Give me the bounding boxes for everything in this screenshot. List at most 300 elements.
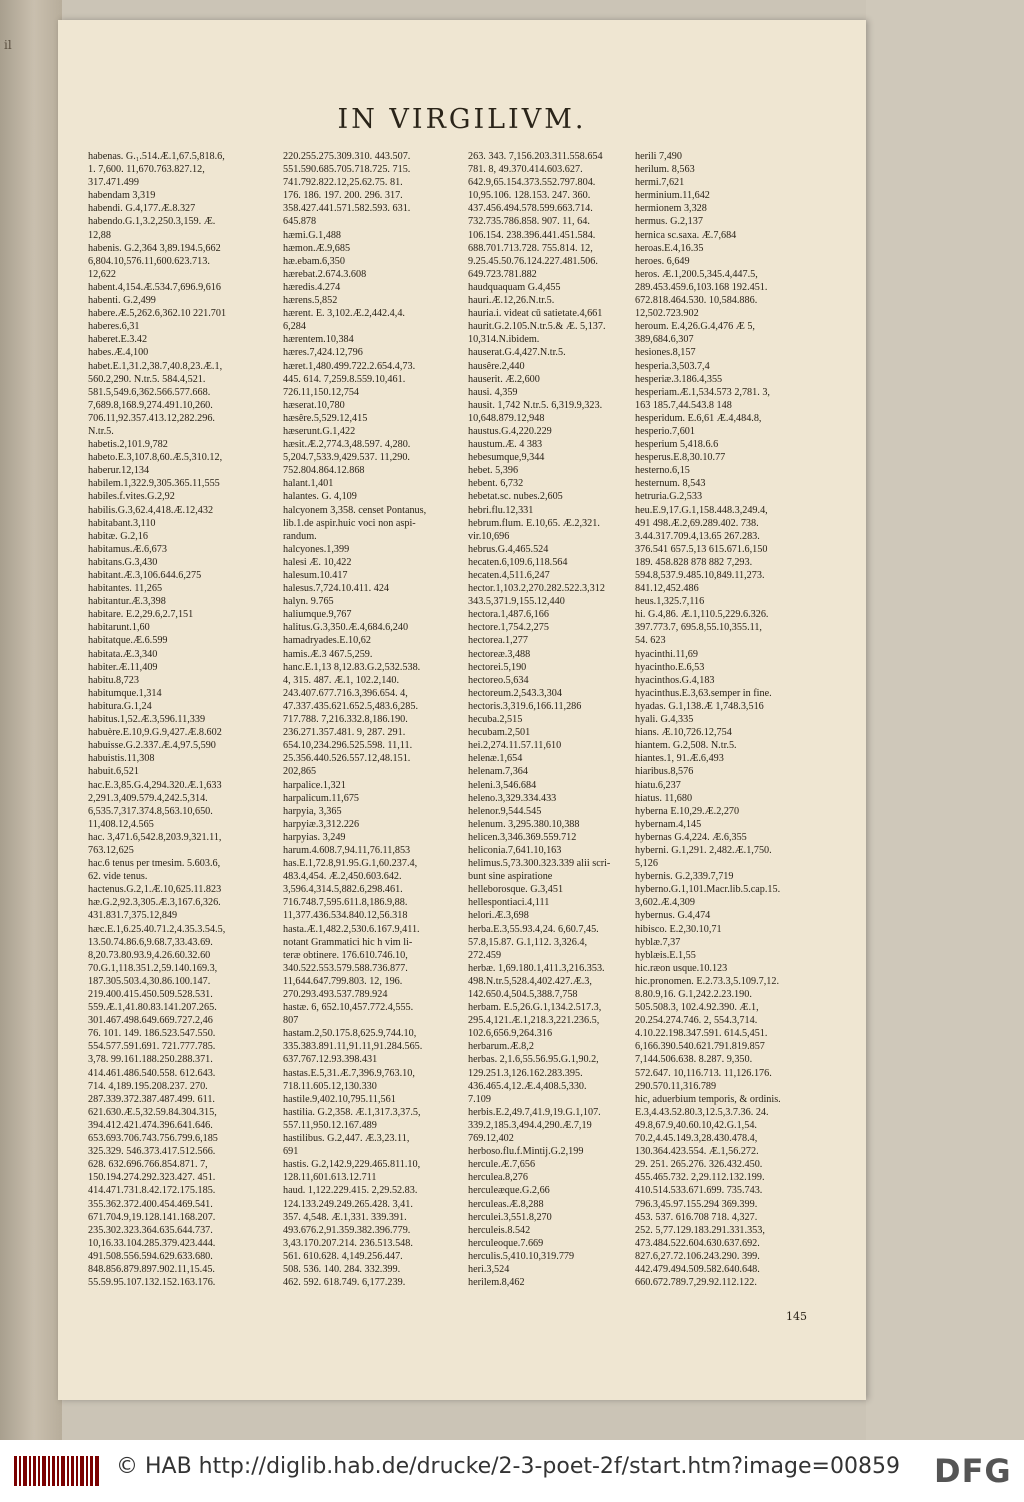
index-entry: 243.407.677.716.3,396.654. 4,	[283, 687, 408, 699]
index-entry: 560.2,290. N.tr.5. 584.4,521.	[88, 373, 206, 385]
index-entry: halitus.G.3,350.Æ.4,684.6,240	[283, 622, 409, 634]
index-entry: 645.878	[283, 216, 317, 228]
index-entry: 5,204.7,533.9,429.537. 11,290.	[283, 452, 410, 464]
index-entry: hercule.Æ.7,656	[468, 1159, 536, 1171]
index-entry: hausêre.2,440	[468, 360, 525, 372]
index-entry: 106.154. 238.396.441.451.584.	[468, 229, 596, 241]
index-entry: helimus.5,73.300.323.339 alii scri-	[468, 858, 611, 870]
index-entry: 572.647. 10,116.713. 11,126.176.	[635, 1067, 772, 1079]
index-entry: hamadryades.E.10,62	[283, 635, 371, 647]
index-entry: hiantes.1, 91.Æ.6,493	[635, 753, 724, 765]
index-entry: 235.302.323.364.635.644.737.	[88, 1224, 213, 1236]
index-entry: 6,535.7,317.374.8,563.10,650.	[88, 805, 213, 817]
index-entry: habitantur.Æ.3,398	[88, 596, 166, 608]
index-entry: habitata.Æ.3,340	[88, 648, 158, 660]
index-entry: 827.6,27.72.106.243.290. 399.	[635, 1250, 760, 1262]
index-entry: halcyones.1,399	[283, 543, 350, 555]
index-entry: 554.577.591.691. 721.777.785.	[88, 1041, 216, 1053]
index-entry: 55.59.95.107.132.152.163.176.	[88, 1277, 216, 1289]
index-entry: haurit.G.2.105.N.tr.5.& Æ. 5,137.	[468, 321, 606, 333]
index-entry: 176. 186. 197. 200. 296. 317.	[283, 190, 403, 202]
index-entry: 8,20.73.80.93.9,4.26.60.32.60	[88, 949, 211, 961]
index-entry: 9.25.45.50.76.124.227.481.506.	[468, 255, 598, 267]
index-entry: 263. 343. 7,156.203.311.558.654	[468, 151, 603, 162]
index-entry: hesternum. 8,543	[635, 478, 706, 490]
index-entry: 10,16.33.104.285.379.423.444.	[88, 1237, 216, 1249]
previous-page-stub: il	[4, 38, 12, 52]
index-entry: habenti. G.2,499	[88, 295, 156, 307]
index-entry: 270.293.493.537.789.924	[283, 989, 388, 1000]
index-entry: herculeoque.7.669	[468, 1237, 544, 1249]
index-entry: hectoreo.5,634	[468, 674, 529, 686]
index-entry: haud. 1,122.229.415. 2,29.52.83.	[283, 1185, 418, 1197]
index-entry: hiantem. G.2,508. N.tr.5.	[635, 740, 737, 752]
index-entry: 688.701.713.728. 755.814. 12,	[468, 242, 593, 254]
index-entry: helleborosque. G.3,451	[468, 884, 564, 896]
index-entry: hyadas. G.1,138.Æ 1,748.3,516	[635, 700, 764, 712]
index-entry: 187.305.503.4,30.86.100.147.	[88, 975, 211, 987]
index-entry: herbarum.Æ.8,2	[468, 1041, 534, 1053]
index-entry: vir.10,696	[468, 530, 510, 542]
index-entry: helenum. 3,295.380.10,388	[468, 818, 580, 830]
index-entry: hæres.7,424.12,796	[283, 347, 363, 359]
index-entry: hibisco. E.2,30.10,71	[635, 923, 722, 935]
index-entry: 672.818.464.530. 10,584.886.	[635, 295, 758, 307]
index-entry: habitarunt.1,60	[88, 622, 150, 634]
index-entry: hebetat.sc. nubes.2,605	[468, 491, 563, 503]
index-entry: 581.5,549.6,362.566.577.668.	[88, 386, 211, 398]
index-entry: hecaten.6,109.6,118.564	[468, 556, 568, 568]
index-entry: habitatque.Æ.6.599	[88, 635, 168, 647]
index-entry: haustus.G.4,220.229	[468, 425, 552, 437]
index-entry: harpyiæ.3,312.226	[283, 818, 360, 830]
index-entry: haliumque.9,767	[283, 609, 352, 621]
index-entry: hyberna E.10,29.Æ.2,270	[635, 805, 740, 817]
index-entry: 10,648.879.12,948	[468, 412, 545, 424]
index-entry: herbis.E.2,49.7,41.9,19.G.1,107.	[468, 1106, 601, 1118]
index-entry: hectore.1,754.2,275	[468, 622, 549, 634]
index-entry: 295.4,121.Æ.1,218.3,221.236.5,	[468, 1015, 600, 1027]
index-entry: 47.337.435.621.652.5,483.6,285.	[283, 700, 418, 712]
index-entry: 290.570.11,316.789	[635, 1080, 717, 1092]
index-entry: 3,43.170.207.214. 236.513.548.	[283, 1237, 413, 1249]
index-column-3	[468, 150, 650, 1289]
index-entry: hesperus.E.8,30.10.77	[635, 452, 726, 464]
index-entry: hecaten.4,511.6,247	[468, 570, 550, 581]
index-entry: 2,291.3,409.579.4,242.5,314.	[88, 792, 208, 804]
index-entry: 726.11,150.12,754	[283, 386, 360, 398]
index-entry: 8.80.9,16. G.1,242.2.23.190.	[635, 989, 752, 1000]
index-entry: 6,804.10,576.11,600.623.713.	[88, 255, 210, 267]
index-entry: herbas. 2,1.6,55.56.95.G.1,90.2,	[468, 1054, 599, 1066]
index-entry: 236.271.357.481. 9, 287. 291.	[283, 727, 406, 739]
index-entry: 453. 537. 616.708 718. 4,327.	[635, 1211, 758, 1223]
index-entry: hybernam.4,145	[635, 818, 702, 830]
index-entry: 716.748.7,595.611.8,186.9,88.	[283, 897, 408, 909]
index-entry: haberet.E.3.42	[88, 334, 148, 346]
index-entry: hæsêre.5,529.12,415	[283, 412, 368, 424]
index-entry: helenam.7,364	[468, 766, 528, 778]
index-entry: hesperiam.Æ.1,534.573 2,781. 3,	[635, 386, 770, 398]
index-entry: habitura.G.1,24	[88, 700, 152, 712]
index-entry: habendam 3,319	[88, 190, 156, 202]
index-entry: hiaribus.8,576	[635, 766, 694, 778]
index-entry: hastas.E.5,31.Æ.7,396.9,763.10,	[283, 1067, 415, 1079]
index-entry: 414.461.486.540.558. 612.643.	[88, 1067, 216, 1079]
index-entry: 732.735.786.858. 907. 11, 64.	[468, 216, 590, 228]
index-entry: hians. Æ.10,726.12,754	[635, 727, 732, 739]
index-entry: hæsit.Æ.2,774.3,48.597. 4,280.	[283, 439, 411, 451]
index-entry: hamis.Æ.3 467.5,259.	[283, 648, 373, 660]
index-entry: 498.N.tr.5,528.4,402.427.Æ.3,	[468, 975, 592, 987]
index-entry: hesperio.7,601	[635, 425, 695, 437]
index-entry: harum.4.608.7,94.11,76.11,853	[283, 844, 411, 856]
index-entry: 12,88	[88, 229, 111, 241]
index-entry: 49.8,67.9,40.60.10,42.G.1,54.	[635, 1119, 757, 1131]
index-entry: hermi.7,621	[635, 177, 685, 189]
index-entry: 594.8,537.9.485.10,849.11,273.	[635, 570, 765, 581]
index-entry: 557.11,950.12.167.489	[283, 1119, 377, 1131]
index-entry: 163 185.7,44.543.8 148	[635, 399, 732, 411]
index-entry: heliconia.7,641.10,163	[468, 844, 562, 856]
index-entry: habitu.8,723	[88, 674, 139, 686]
index-entry: 335.383.891.11,91.11,91.284.565.	[283, 1041, 423, 1053]
index-column-1	[88, 150, 270, 1289]
index-entry: habere.Æ.5,262.6,362.10 221.701	[88, 308, 227, 320]
index-entry: 473.484.522.604.630.637.692.	[635, 1237, 760, 1249]
index-entry: 717.788. 7,216.332.8,186.190.	[283, 714, 408, 726]
index-entry: hernica sc.saxa. Æ.7,684	[635, 229, 737, 241]
index-entry: notant Grammatici hic h vim li-	[283, 936, 413, 948]
index-column-4	[635, 150, 835, 1289]
index-entry: hebrus.G.4,465.524	[468, 543, 549, 555]
index-entry: hyacinthos.G.4,183	[635, 674, 715, 686]
index-entry: heleni.3,546.684	[468, 779, 537, 791]
index-entry: 781. 8, 49.370.414.603.627.	[468, 164, 583, 176]
index-entry: hac.6 tenus per tmesim. 5.603.6,	[88, 858, 221, 870]
index-entry: halant.1,401	[283, 478, 334, 490]
index-entry: hectoris.3,319.6,166.11,286	[468, 700, 582, 712]
index-entry: 431.831.7,375.12,849	[88, 910, 178, 922]
index-entry: 11,644.647.799.803. 12, 196.	[283, 975, 403, 987]
index-entry: 25.356.440.526.557.12,48.151.	[283, 753, 411, 765]
index-entry: 410.514.533.671.699. 735.743.	[635, 1185, 763, 1197]
index-entry: harpyia, 3,365	[283, 805, 342, 817]
index-entry: hæmon.Æ.9,685	[283, 242, 351, 254]
index-entry: 483.4,454. Æ.2,450.603.642.	[283, 871, 402, 883]
index-entry: hausit. 1,742 N.tr.5. 6,319.9,323.	[468, 399, 603, 411]
index-entry: 642.9,65.154.373.552.797.804.	[468, 177, 596, 189]
index-entry: 5,126	[635, 858, 658, 870]
page-header: IN VIRGILIVM.	[337, 104, 587, 135]
index-entry: halantes. G. 4,109	[283, 491, 357, 503]
index-entry: hybernus. G.4,474	[635, 910, 711, 922]
index-entry: 357. 4,548. Æ.1,331. 339.391.	[283, 1211, 407, 1223]
index-entry: hastilia. G.2,358. Æ.1,317.3,37.5,	[283, 1106, 421, 1118]
index-entry: herculeis.8.542	[468, 1224, 531, 1236]
index-entry: lib.1.de aspir.huic voci non aspi-	[283, 517, 416, 529]
index-entry: 389,684.6,307	[635, 334, 694, 346]
index-entry: hyacinthus.E.3,63.semper in fine.	[635, 687, 772, 699]
index-entry: 272.459	[468, 949, 502, 961]
index-entry: habetis.2,101.9,782	[88, 439, 168, 451]
index-entry: 76. 101. 149. 186.523.547.550.	[88, 1028, 216, 1040]
index-entry: 54. 623	[635, 635, 666, 647]
index-entry: halyn. 9.765	[283, 596, 334, 608]
index-entry: 355.362.372.400.454.469.541.	[88, 1198, 213, 1210]
index-entry: habitus.1,52.Æ.3,596.11,339	[88, 714, 206, 726]
dfg-logo: DFG	[934, 1452, 1012, 1490]
index-entry: haudquaquam G.4,455	[468, 281, 561, 293]
index-entry: 462. 592. 618.749. 6,177.239.	[283, 1277, 406, 1289]
index-entry: 62. vide tenus.	[88, 871, 148, 883]
index-entry: hyacintho.E.6,53	[635, 661, 705, 673]
index-entry: heri.3,524	[468, 1263, 510, 1275]
index-entry: 559.Æ.1,41.80.83.141.207.265.	[88, 1002, 217, 1014]
index-entry: habendi. G.4,177.Æ.8.327	[88, 203, 196, 215]
index-entry: hectoreæ.3,488	[468, 648, 531, 660]
index-entry: herbæ. 1,69.180.1,411.3,216.353.	[468, 962, 605, 974]
index-entry: herili 7,490	[635, 151, 682, 162]
index-entry: hic.ræon usque.10.123	[635, 962, 728, 974]
index-entry: harpalicum.11,675	[283, 792, 360, 804]
index-entry: habuistis.11,308	[88, 753, 155, 765]
index-entry: haustum.Æ. 4 383	[468, 439, 543, 451]
index-entry: habitans.G.3,430	[88, 556, 158, 568]
index-entry: 769.12,402	[468, 1133, 514, 1145]
index-entry: 649.723.781.882	[468, 268, 537, 280]
index-entry: herilum. 8,563	[635, 164, 695, 176]
index-entry: habitare. E.2,29.6,2.7,151	[88, 609, 194, 621]
index-entry: hebent. 6,732	[468, 478, 524, 490]
index-entry: habitantes. 11,265	[88, 583, 163, 595]
index-entry: hac.E.3,85.G.4,294.320.Æ.1,633	[88, 779, 222, 791]
index-entry: 841.12,452.486	[635, 583, 699, 595]
index-entry: herba.E.3,55.93.4,24. 6,60.7,45.	[468, 923, 599, 935]
index-entry: 660.672.789.7,29.92.112.122.	[635, 1277, 757, 1289]
index-entry: 301.467.498.649.669.727.2,46	[88, 1015, 213, 1027]
index-entry: hector.1,103.2,270.282.522.3,312	[468, 583, 605, 595]
index-entry: hi. G.4,86. Æ.1,110.5,229.6.326.	[635, 609, 769, 621]
index-entry: herilem.8,462	[468, 1277, 525, 1289]
index-entry: 628. 632.696.766.854.871. 7,	[88, 1159, 208, 1171]
index-entry: habent.4,154.Æ.534.7,696.9,616	[88, 281, 221, 293]
index-entry: 4, 315. 487. Æ.1, 102.2,140.	[283, 674, 400, 686]
index-entry: habet.E.1,31.2,38.7,40.8,23.Æ.1,	[88, 360, 223, 372]
index-entry: 3,78. 99.161.188.250.288.371.	[88, 1054, 213, 1066]
index-entry: 287.339.372.387.487.499. 611.	[88, 1093, 215, 1105]
index-entry: hectorei.5,190	[468, 661, 527, 673]
index-entry: hæmi.G.1,488	[283, 229, 342, 241]
index-entry: herbam. E.5,26.G.1,134.2.517.3,	[468, 1002, 602, 1014]
index-entry: 29. 251. 265.276. 326.432.450.	[635, 1159, 763, 1171]
index-entry: heu.E.9,17.G.1,158.448.3,249.4,	[635, 504, 768, 516]
index-entry: hic.pronomen. E.2.73.3,5.109.7,12.	[635, 975, 780, 987]
index-entry: habenis. G.2,364 3,89.194.5,662	[88, 242, 221, 254]
index-entry: 442.479.494.509.582.640.648.	[635, 1263, 760, 1275]
index-entry: habilis.G.3,62.4,418.Æ.12,432	[88, 504, 214, 516]
index-entry: 848.856.879.897.902.11,15.45.	[88, 1263, 215, 1275]
index-entry: hauserit. Æ.2,600	[468, 373, 540, 385]
index-entry: 671.704.9,19.128.141.168.207.	[88, 1211, 216, 1223]
index-entry: hyberno.G.1,101.Macr.lib.5.cap.15.	[635, 884, 781, 896]
index-entry: hybernis. G.2,339.7,719	[635, 871, 734, 883]
index-entry: 317.471.499	[88, 177, 139, 189]
index-entry: hesterno.6,15	[635, 465, 690, 477]
index-entry: hectoreum.2,543.3,304	[468, 687, 562, 699]
index-entry: 394.412.421.474.396.641.646.	[88, 1119, 213, 1131]
index-entry: 621.630.Æ.5,32.59.84.304.315,	[88, 1106, 217, 1118]
index-entry: 220.255.275.309.310. 443.507.	[283, 151, 411, 162]
index-entry: 796.3,45.97.155.294 369.399.	[635, 1198, 758, 1210]
index-entry: herculeæque.G.2,66	[468, 1185, 550, 1197]
index-entry: hellespontiaci.4,111	[468, 897, 550, 909]
copyright-url[interactable]: © HAB http://diglib.hab.de/drucke/2-3-poet-2f/start.htm?image=00859	[116, 1454, 900, 1479]
index-entry: 551.590.685.705.718.725. 715.	[283, 164, 411, 176]
index-entry: helori.Æ.3,698	[468, 910, 529, 922]
index-entry: 289.453.459.6,103.168 192.451.	[635, 281, 768, 293]
book-page	[58, 20, 866, 1400]
index-entry: 124.133.249.249.265.428. 3,41.	[283, 1198, 413, 1210]
index-entry: 11,377.436.534.840.12,56.318	[283, 910, 408, 922]
index-entry: teræ obtinere. 176.610.746.10,	[283, 949, 408, 961]
index-entry: hæserat.10,780	[283, 399, 345, 411]
index-entry: 1. 7,600. 11,670.763.827.12,	[88, 164, 205, 176]
index-entry: 561. 610.628. 4,149.256.447.	[283, 1250, 403, 1262]
index-entry: 20.254.274.746. 2, 554.3,714.	[635, 1015, 758, 1027]
index-entry: habes.Æ.4,100	[88, 347, 149, 359]
index-entry: habitumque.1,314	[88, 687, 162, 699]
index-entry: habitant.Æ.3,106.644.6,275	[88, 570, 202, 581]
index-entry: helenæ.1,654	[468, 753, 523, 765]
index-entry: habitæ. G.2,16	[88, 530, 148, 542]
index-entry: 491.508.556.594.629.633.680.	[88, 1250, 213, 1262]
index-entry: habenas. G.₁.514.Æ.1,67.5,818.6,	[88, 151, 225, 162]
index-entry: 3,602.Æ.4,309	[635, 897, 695, 909]
index-entry: 741.792.822.12,25.62.75. 81.	[283, 177, 403, 189]
index-entry: heroas.E.4,16.35	[635, 242, 704, 254]
index-entry: habuit.6,521	[88, 766, 139, 778]
index-entry: heroum. E.4,26.G.4,476 Æ 5,	[635, 321, 755, 333]
index-entry: 102.6,656.9,264.316	[468, 1028, 553, 1040]
index-entry: 752.804.864.12.868	[283, 465, 365, 477]
index-entry: haberur.12,134	[88, 465, 150, 477]
index-entry: heleno.3,329.334.433	[468, 792, 557, 804]
index-entry: hanc.E.1,13 8,12.83.G.2,532.538.	[283, 661, 421, 673]
index-entry: 12,502.723.902	[635, 308, 699, 320]
index-entry: 70.G.1,118.351.2,59.140.169.3,	[88, 962, 218, 974]
index-entry: hecuba.2,515	[468, 714, 523, 726]
index-entry: 358.427.441.571.582.593. 631.	[283, 203, 411, 215]
index-entry: 343.5,371.9,155.12,440	[468, 596, 565, 608]
index-entry: harpyias. 3,249	[283, 831, 346, 843]
index-entry: hausi. 4,359	[468, 386, 518, 398]
index-entry: 142.650.4,504.5,388.7,758	[468, 989, 578, 1000]
index-entry: herminium.11,642	[635, 190, 710, 202]
index-entry: herculis.5,410.10,319.779	[468, 1250, 575, 1262]
index-entry: 637.767.12.93.398.431	[283, 1054, 378, 1066]
index-entry: habuisse.G.2.337.Æ.4,97.5,590	[88, 740, 216, 752]
index-entry: 219.400.415.450.509.528.531.	[88, 989, 213, 1000]
index-entry: hæ.G.2,92.3,305.Æ.3,167.6,326.	[88, 897, 221, 909]
index-entry: 376.541 657.5,13 615.671.6,150	[635, 543, 768, 555]
index-entry: hecubam.2,501	[468, 727, 531, 739]
index-entry: halesus.7,724.10.411. 424	[283, 583, 390, 595]
index-entry: habeto.E.3,107.8,60.Æ.5,310.12,	[88, 452, 223, 464]
index-entry: 654.10,234.296.525.598. 11,11.	[283, 740, 413, 752]
index-entry: hectora.1,487.6,166	[468, 609, 549, 621]
index-entry: habiter.Æ.11,409	[88, 661, 158, 673]
index-entry: hesiones.8,157	[635, 347, 696, 359]
index-entry: hastam.2,50.175.8,625.9,744.10,	[283, 1028, 417, 1040]
index-entry: 339.2,185.3,494.4,290.Æ.7,19	[468, 1119, 592, 1131]
index-entry: hærentem.10,384	[283, 334, 354, 346]
index-entry: hermus. G.2,137	[635, 216, 703, 228]
index-entry: hyblæ.7,37	[635, 936, 681, 948]
index-entry: 6,166.390.540.621.791.819.857	[635, 1041, 765, 1053]
index-entry: hærens.5,852	[283, 295, 338, 307]
index-entry: 505.508.3, 102.4.92.390. Æ.1,	[635, 1002, 759, 1014]
index-entry: hasta.Æ.1,482.2,530.6.167.9,411.	[283, 923, 420, 935]
index-entry: 202,865	[283, 766, 317, 778]
index-entry: 493.676.2,91.359.382.396.779.	[283, 1224, 411, 1236]
index-entry: 491 498.Æ.2,69.289.402. 738.	[635, 517, 759, 529]
index-entry: habendo.G.1,3.2,250.3,159. Æ.	[88, 216, 216, 228]
index-entry: 397.773.7, 695.8,55.10,355.11,	[635, 622, 762, 634]
index-entry: 13.50.74.86.6,9.68.7,33.43.69.	[88, 936, 213, 948]
index-entry: hauri.Æ.12,26.N.tr.5.	[468, 295, 555, 307]
index-entry: 325.329. 546.373.417.512.566.	[88, 1146, 216, 1158]
index-entry: habitabant.3,110	[88, 517, 156, 529]
index-entry: E.3,4.43.52.80.3,12.5,3.7.36. 24.	[635, 1106, 769, 1118]
index-entry: heros. Æ.1,200.5,345.4,447.5,	[635, 268, 758, 280]
index-entry: hesperium 5,418.6.6	[635, 439, 719, 451]
index-entry: herboso.flu.f.Mintij.G.2,199	[468, 1146, 584, 1158]
index-entry: halcyonem 3,358. censet Pontanus,	[283, 504, 427, 516]
index-entry: 414.471.731.8.42.172.175.185.	[88, 1185, 216, 1197]
index-entry: 11,408.12,4.565	[88, 818, 154, 830]
index-entry: hermionem 3,328	[635, 203, 707, 215]
index-entry: has.E.1,72.8,91.95.G.1,60.237.4,	[283, 858, 418, 870]
index-entry: randum.	[283, 530, 317, 542]
index-entry: habitamus.Æ.6,673	[88, 543, 167, 555]
index-entry: 807	[283, 1015, 299, 1027]
index-entry: 189. 458.828 878 882 7,293.	[635, 556, 753, 568]
index-entry: 6,284	[283, 321, 306, 333]
index-entry: hastilibus. G.2,447. Æ.3,23.11,	[283, 1133, 410, 1145]
index-entry: 130.364.423.554. Æ.1,56.272.	[635, 1146, 759, 1158]
index-entry: hærent. E. 3,102.Æ.2,442.4,4.	[283, 308, 405, 320]
index-entry: 653.693.706.743.756.799.6,185	[88, 1133, 218, 1145]
index-entry: hastile.9,402.10,795.11,561	[283, 1093, 396, 1105]
scan-background	[866, 0, 1024, 1440]
index-entry: habilem.1,322.9,305.365.11,555	[88, 478, 220, 490]
index-entry: 57.8,15.87. G.1,112. 3,326.4,	[468, 936, 588, 948]
index-entry: herculei.3,551.8,270	[468, 1211, 552, 1223]
index-entry: hesperia.3,503.7,4	[635, 360, 710, 372]
index-entry: hærebat.2.674.3.608	[283, 268, 367, 280]
index-entry: hiatu.6,237	[635, 779, 681, 791]
index-entry: heroes. 6,649	[635, 255, 690, 267]
index-entry: 4.10.22.198.347.591. 614.5,451.	[635, 1028, 768, 1040]
index-entry: 691	[283, 1146, 299, 1158]
previous-page-edge	[0, 0, 62, 1440]
index-entry: hac. 3,471.6,542.8,203.9,321.11,	[88, 831, 222, 843]
index-entry: herculea.8,276	[468, 1172, 528, 1184]
index-entry: harpalice.1,321	[283, 779, 346, 791]
index-entry: herculeas.Æ.8,288	[468, 1198, 544, 1210]
index-entry: 252. 5,77.129.183.291.331.353,	[635, 1224, 765, 1236]
